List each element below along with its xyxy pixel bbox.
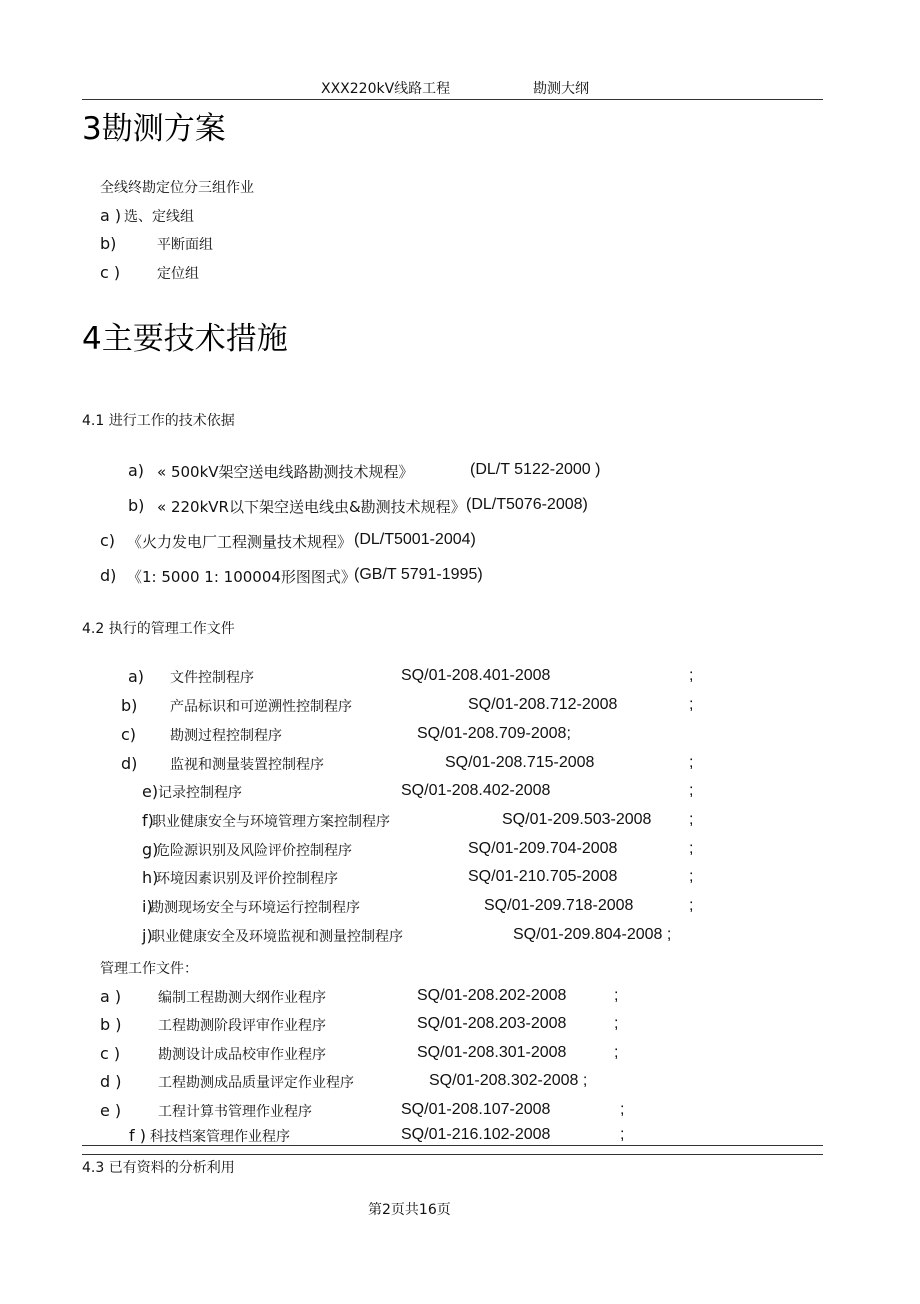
procedure-item-text: 环境因素识别及评价控制程序 — [156, 871, 338, 887]
basis-item-code: (DL/T5001-2004) — [354, 531, 476, 548]
procedure-item-text: 记录控制程序 — [158, 785, 242, 801]
page-break-rule — [82, 1154, 823, 1155]
management-item-label: d ) — [100, 1072, 122, 1091]
management-item-label: c ) — [100, 1044, 121, 1063]
management-item-end: ; — [614, 1044, 619, 1061]
header-project-title: XXX220kV线路工程 — [321, 81, 451, 97]
basis-item-code: (GB/T 5791-1995) — [354, 566, 483, 583]
management-item-text: 工程勘测成品质量评定作业程序 — [158, 1075, 354, 1091]
management-item-end: ; — [620, 1101, 625, 1118]
management-item-code: SQ/01-208.107-2008 — [401, 1101, 551, 1118]
procedure-item-label: c) — [121, 725, 137, 744]
basis-item-label: c) — [100, 531, 116, 550]
section-4-title: 4主要技术措施 — [82, 321, 288, 357]
section-3-intro: 全线终勘定位分三组作业 — [100, 180, 254, 196]
procedure-item-code: SQ/01-209.804-2008 ; — [513, 926, 672, 943]
management-item-end: ; — [614, 987, 619, 1004]
procedure-item-label: b) — [121, 696, 138, 715]
management-item-code: SQ/01-208.202-2008 — [417, 987, 567, 1004]
header-doc-title: 勘测大纲 — [533, 81, 589, 97]
section-3-item-label: a ) — [100, 206, 122, 225]
section-3-item-label: b) — [100, 234, 117, 253]
procedure-item-code: SQ/01-210.705-2008 — [468, 868, 618, 885]
procedure-item-label: d) — [121, 754, 138, 773]
section-3-item-label: c ) — [100, 263, 121, 282]
management-item-code: SQ/01-208.301-2008 — [417, 1044, 567, 1061]
management-item-code: SQ/01-216.102-2008 — [401, 1126, 551, 1143]
procedure-item-label: f) — [142, 811, 154, 830]
management-item-end: ; — [614, 1015, 619, 1032]
header-rule — [82, 99, 823, 100]
page-number: 第2页共16页 — [368, 1202, 451, 1218]
procedure-item-code: SQ/01-208.715-2008 — [445, 754, 595, 771]
management-item-text: 勘测设计成品校审作业程序 — [158, 1047, 326, 1063]
management-item-label: a ) — [100, 987, 122, 1006]
basis-item-label: d) — [100, 566, 117, 585]
basis-item-text: « 500kV架空送电线路勘测技术规程》 — [157, 463, 414, 481]
procedure-item-code: SQ/01-209.718-2008 — [484, 897, 634, 914]
procedure-item-label: h) — [142, 868, 159, 887]
management-item-label: f ) — [129, 1126, 146, 1145]
section-3-item-text: 选、定线组 — [124, 209, 194, 225]
basis-item-code: (DL/T5076-2008) — [466, 496, 588, 513]
procedure-item-code: SQ/01-209.503-2008 — [502, 811, 652, 828]
procedure-item-code: SQ/01-209.704-2008 — [468, 840, 618, 857]
procedure-item-end: ; — [689, 754, 694, 771]
procedure-item-label: e) — [142, 782, 159, 801]
procedure-item-end: ; — [689, 782, 694, 799]
basis-item-code: (DL/T 5122-2000 ) — [470, 461, 601, 478]
procedure-item-text: 产品标识和可逆溯性控制程序 — [170, 699, 352, 715]
procedure-item-code: SQ/01-208.402-2008 — [401, 782, 551, 799]
procedure-item-end: ; — [689, 667, 694, 684]
management-item-label: b ) — [100, 1015, 122, 1034]
section-4-3-heading: 4.3 已有资料的分析利用 — [82, 1160, 235, 1176]
procedure-item-label: j) — [142, 926, 153, 945]
page-break-rule — [82, 1145, 823, 1146]
basis-item-text: 《1: 5000 1: 100004形图图式》 — [127, 568, 356, 586]
procedure-item-text: 职业健康安全与环境管理方案控制程序 — [152, 814, 390, 830]
procedure-item-text: 勘测过程控制程序 — [170, 728, 282, 744]
procedure-item-end: ; — [689, 897, 694, 914]
procedure-item-end: ; — [689, 696, 694, 713]
procedure-item-end: ; — [689, 811, 694, 828]
procedure-item-text: 勘测现场安全与环境运行控制程序 — [150, 900, 360, 916]
procedure-item-code: SQ/01-208.709-2008; — [417, 725, 571, 742]
procedure-item-text: 危险源识别及风险评价控制程序 — [156, 843, 352, 859]
procedure-item-label: g) — [142, 840, 159, 859]
procedure-item-label: i) — [142, 897, 153, 916]
procedure-item-text: 监视和测量装置控制程序 — [170, 757, 324, 773]
procedure-item-end: ; — [689, 840, 694, 857]
basis-item-text: 《火力发电厂工程测量技术规程》 — [127, 533, 353, 551]
section-4-1-heading: 4.1 进行工作的技术依据 — [82, 413, 235, 429]
procedure-item-code: SQ/01-208.712-2008 — [468, 696, 618, 713]
basis-item-text: « 220kVR以下架空送电线虫&勘测技术规程》 — [157, 498, 466, 516]
management-item-text: 编制工程勘测大纲作业程序 — [158, 990, 326, 1006]
management-item-label: e ) — [100, 1101, 122, 1120]
procedure-item-end: ; — [689, 868, 694, 885]
management-item-text: 工程勘测阶段评审作业程序 — [158, 1018, 326, 1034]
management-item-code: SQ/01-208.203-2008 — [417, 1015, 567, 1032]
section-4-2-heading: 4.2 执行的管理工作文件 — [82, 621, 235, 637]
management-item-code: SQ/01-208.302-2008 ; — [429, 1072, 588, 1089]
management-item-text: 工程计算书管理作业程序 — [158, 1104, 312, 1120]
procedure-item-code: SQ/01-208.401-2008 — [401, 667, 551, 684]
management-item-text: 科技档案管理作业程序 — [150, 1129, 290, 1145]
section-3-item-text: 定位组 — [157, 266, 199, 282]
section-3-title: 3勘测方案 — [82, 111, 226, 147]
procedure-item-text: 文件控制程序 — [170, 670, 254, 686]
section-3-item-text: 平断面组 — [157, 237, 213, 253]
management-item-end: ; — [620, 1126, 625, 1143]
management-files-heading: 管理工作文件： — [100, 961, 198, 977]
procedure-item-text: 职业健康安全及环境监视和测量控制程序 — [151, 929, 403, 945]
procedure-item-label: a) — [128, 667, 145, 686]
basis-item-label: b) — [128, 496, 145, 515]
basis-item-label: a) — [128, 461, 145, 480]
